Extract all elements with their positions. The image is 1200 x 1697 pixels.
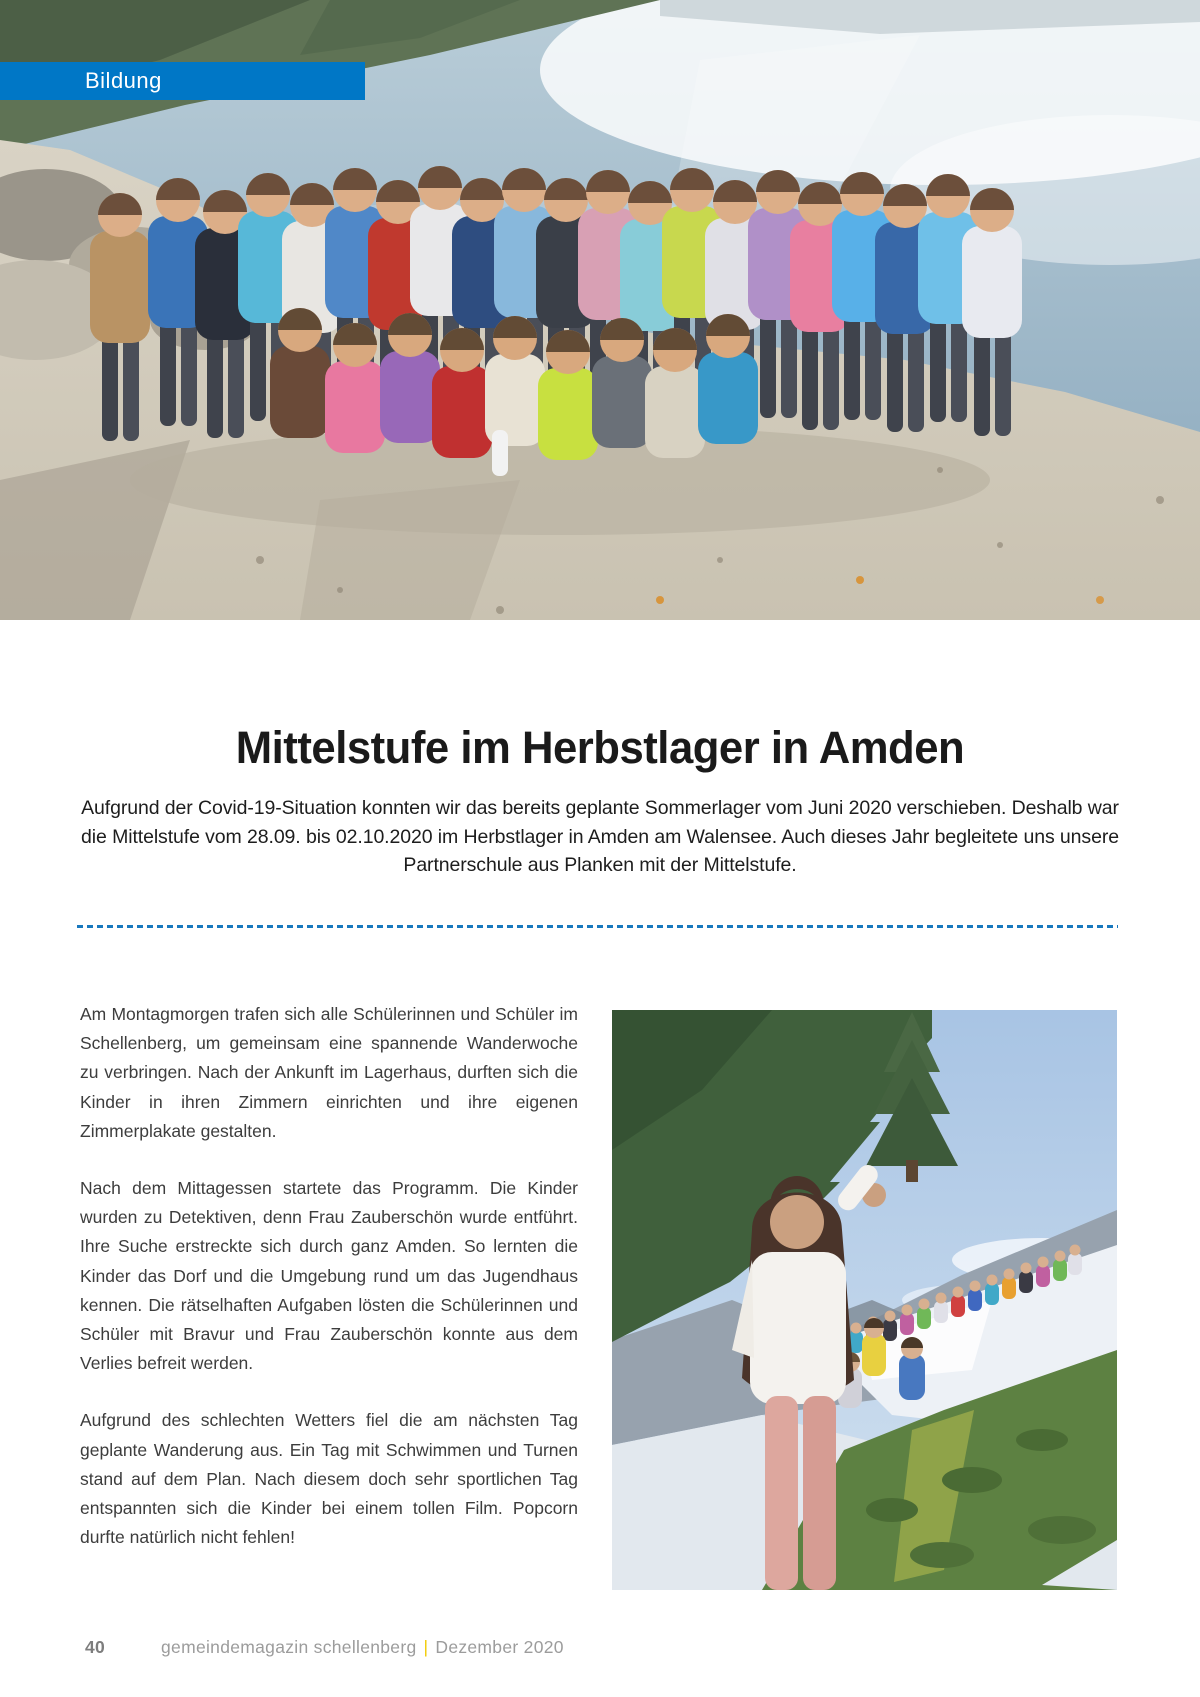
article-title: Mittelstufe im Herbstlager in Amden <box>235 722 965 773</box>
page-footer <box>85 1637 564 1658</box>
footer-separator: | <box>423 1637 429 1657</box>
page-number: 40 <box>85 1637 106 1657</box>
dashed-divider <box>77 925 1118 928</box>
body-paragraph: Nach dem Mittagessen startete das Programm. Die Kinder wurden zu Detektiven, denn Frau Zauberschön wurde entführt. Ihre Suche erstreckte sich durch ganz Amden. So lernten die Kinder das Dorf und die Umgebung rund um das Jugendhaus kennen. Die rätselhaften Aufgaben lösten die Schülerinnen und Schüler mit Bravur und Frau Zauberschön konnte aus dem Verlies befreit werden. <box>80 1178 578 1374</box>
section-banner-label: Bildung <box>85 68 162 93</box>
body-paragraph: Am Montagmorgen trafen sich alle Schülerinnen und Schüler im Schellenberg, um gemeinsam eine spannende Wanderwoche zu verbringen. Nach der Ankunft im Lagerhaus, durften sich die Kinder in ihren Zimmern einrichten und ihre eigenen Zimmerplakate gestalten. <box>80 1004 578 1141</box>
article-body <box>80 1000 578 1580</box>
issue-date: Dezember 2020 <box>435 1637 564 1657</box>
article-lead: Aufgrund der Covid-19-Situation konnten wir das bereits geplante Sommerlager vom Juni 2020 verschieben. Deshalb war die Mittelstufe vom 28.09. bis 02.10.2020 im Herbstlager in Amden am Walensee. Auch dieses Jahr begleitete uns unsere Partnerschule aus Planken mit der Mittelstufe. <box>81 797 1119 876</box>
hike-photo <box>612 1010 1117 1590</box>
body-paragraph: Aufgrund des schlechten Wetters fiel die am nächsten Tag geplante Wanderung aus. Ein Tag mit Schwimmen und Turnen stand auf dem Plan. Nach diesem doch sehr sportlichen Tag entspannten sich die Kinder bei einem tollen Film. Popcorn durfte natürlich nicht fehlen! <box>80 1410 578 1548</box>
magazine-name: gemeindemagazin schellenberg <box>161 1637 417 1657</box>
snow-hike-illustration <box>612 1010 1117 1590</box>
hero-photo <box>0 0 1200 620</box>
section-banner <box>0 62 365 100</box>
